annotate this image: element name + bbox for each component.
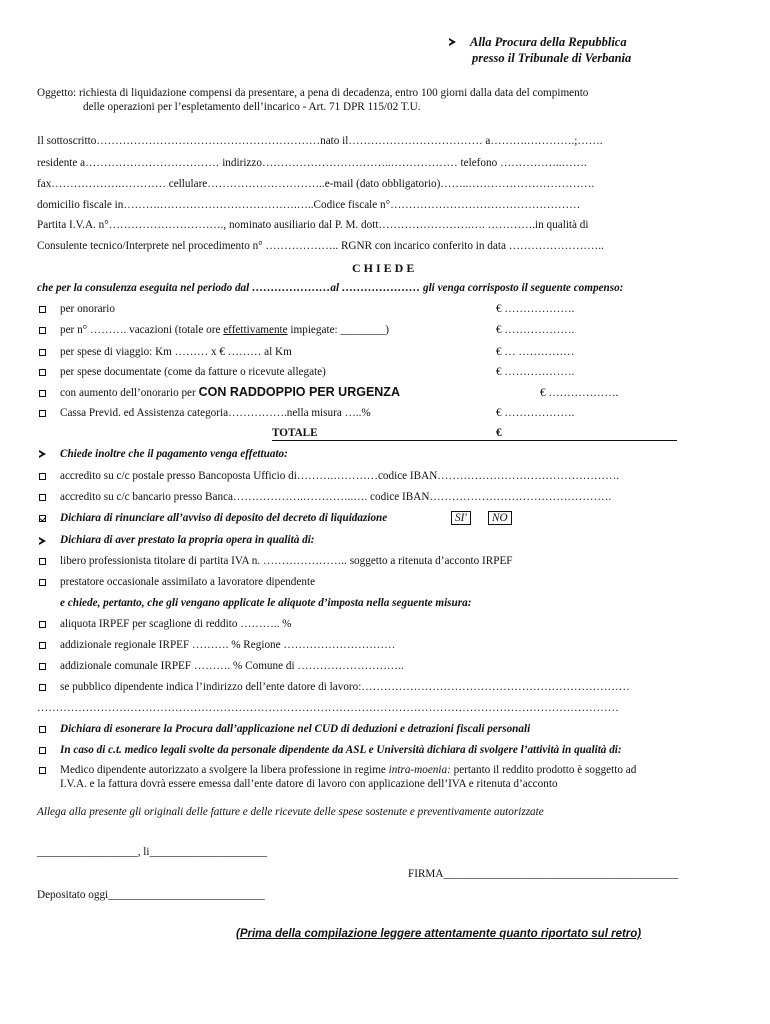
onorario-label: per onorario bbox=[60, 303, 115, 315]
postale-checkbox[interactable] bbox=[39, 473, 46, 480]
libero-professionista-checkbox[interactable] bbox=[39, 558, 46, 565]
pagamento-title: Chiede inoltre che il pagamento venga effettuato: bbox=[60, 448, 288, 460]
medico-checkbox[interactable] bbox=[39, 767, 46, 774]
personal-line-residence: residente a……………………………… indirizzo……………………………..……………… telefono ……………..……. bbox=[37, 157, 587, 169]
si-option[interactable]: SI' bbox=[451, 511, 471, 525]
periodo-line: che per la consulenza eseguita nel periodo dal …………………al ………………… gli venga corrisposto il seguente compenso: bbox=[37, 282, 624, 294]
personal-line-name: Il sottoscritto……………………………………………………nato il……………………………… a……….………….;……. bbox=[37, 135, 603, 147]
cud-label: Dichiara di esonerare la Procura dall’applicazione nel CUD di deduzioni e detrazioni fiscali personali bbox=[60, 723, 531, 735]
arrow-bullet-icon bbox=[449, 38, 456, 46]
viaggio-label: per spese di viaggio: Km ……… x € ……… al Km bbox=[60, 346, 292, 358]
comunale-checkbox[interactable] bbox=[39, 663, 46, 670]
cassa-amount: € ………………. bbox=[496, 407, 575, 419]
cud-checkbox[interactable] bbox=[39, 726, 46, 733]
vacazioni-amount: € ………………. bbox=[496, 324, 575, 336]
bancario-checkbox[interactable] bbox=[39, 494, 46, 501]
prestatore-occasionale-checkbox[interactable] bbox=[39, 579, 46, 586]
viaggio-amount: € … …………… bbox=[496, 346, 575, 358]
spese-amount: € ………………. bbox=[496, 366, 575, 378]
allega-note: Allega alla presente gli originali delle fatture e delle ricevute delle spese sostenute e preventivamente autorizzate bbox=[37, 806, 544, 818]
medico-label-line-2: I.V.A. e la fattura dovrà essere emessa dall’ente datore di lavoro con applicazione dell’IVA e ritenuta d’acconto bbox=[60, 778, 558, 790]
rinuncia-checkbox[interactable] bbox=[39, 515, 46, 522]
footer-note: (Prima della compilazione leggere attentamente quanto riportato sul retro) bbox=[236, 928, 642, 940]
subject-line-2: delle operazioni per l’espletamento dell’incarico - Art. 71 DPR 115/02 T.U. bbox=[83, 101, 421, 113]
medico-label-line-1: Medico dipendente autorizzato a svolgere la libera professione in regime intra-moenia: pertanto il reddito prodotto è soggetto ad bbox=[60, 764, 637, 776]
deposit-date-field[interactable]: Depositato oggi____________________________ bbox=[37, 889, 265, 901]
personal-line-domicile: domicilio fiscale in……….……………………………….…..Codice fiscale n°…………………………………………… bbox=[37, 199, 581, 211]
totale-amount: € bbox=[496, 427, 502, 439]
urgenza-amount: € ………………. bbox=[540, 387, 619, 399]
chiede-heading: C H I E D E bbox=[352, 261, 415, 275]
subject-line-1: Oggetto: richiesta di liquidazione compensi da presentare, a pena di decadenza, entro 100 giorni dalla data del compimento bbox=[37, 87, 589, 99]
asl-label: In caso di c.t. medico legali svolte da personale dipendente da ASL e Università dichiara di svolgere l’attività in qualità di: bbox=[60, 744, 622, 756]
place-date-field[interactable]: __________________, li_____________________ bbox=[37, 846, 267, 858]
vacazioni-label: per n° ………. vacazioni (totale ore effettivamente impiegate: ________) bbox=[60, 324, 389, 336]
signature-field[interactable]: FIRMA__________________________________________ bbox=[408, 868, 679, 880]
personal-line-procedure: Consulente tecnico/Interprete nel procedimento n° ……………….. RGNR con incarico conferito in data …………………….. bbox=[37, 240, 604, 252]
arrow-bullet-icon bbox=[39, 537, 46, 545]
irpef-checkbox[interactable] bbox=[39, 621, 46, 628]
urgenza-label: con aumento dell’onorario per CON RADDOPPIO PER URGENZA bbox=[60, 385, 400, 399]
rinuncia-label: Dichiara di rinunciare all’avviso di deposito del decreto di liquidazione bbox=[60, 512, 388, 524]
totale-label: TOTALE bbox=[272, 427, 318, 439]
prestato-title: Dichiara di aver prestato la propria opera in qualità di: bbox=[60, 534, 315, 546]
totale-rule bbox=[272, 440, 677, 441]
vacazioni-checkbox[interactable] bbox=[39, 327, 46, 334]
cassa-checkbox[interactable] bbox=[39, 410, 46, 417]
regionale-checkbox[interactable] bbox=[39, 642, 46, 649]
pubblico-dipendente-checkbox[interactable] bbox=[39, 684, 46, 691]
indirizzo-ente-line: ………………………………………………………………………………………………………………………………………… bbox=[37, 702, 619, 714]
irpef-label: aliquota IRPEF per scaglione di reddito ……….. % bbox=[60, 618, 292, 630]
prestatore-occasionale-label: prestatore occasionale assimilato a lavoratore dipendente bbox=[60, 576, 316, 588]
asl-checkbox[interactable] bbox=[39, 747, 46, 754]
postale-label: accredito su c/c postale presso Bancoposta Ufficio di……….…………codice IBAN…………………………………………. bbox=[60, 470, 620, 482]
onorario-amount: € ………………. bbox=[496, 303, 575, 315]
personal-line-vat: Partita I.V.A. n°…………………………., nominato ausiliario dal P. M. dott…………………….…. ………….in qualità di bbox=[37, 219, 589, 231]
recipient-line-2: presso il Tribunale di Verbania bbox=[472, 51, 632, 65]
cassa-label: Cassa Previd. ed Assistenza categoria…………….nella misura …..% bbox=[60, 407, 371, 419]
recipient-line-1: Alla Procura della Repubblica bbox=[470, 35, 627, 49]
personal-line-contacts: fax……………….………… cellulare…………………………..e-mail (dato obbligatorio)……..……………………………. bbox=[37, 178, 595, 190]
spese-checkbox[interactable] bbox=[39, 369, 46, 376]
comunale-label: addizionale comunale IRPEF ………. % Comune di ……………………….. bbox=[60, 660, 404, 672]
pubblico-dipendente-label: se pubblico dipendente indica l’indirizzo dell’ente datore di lavoro:……………………………………………………………… bbox=[60, 681, 630, 693]
aliquote-title: e chiede, pertanto, che gli vengano applicate le aliquote d’imposta nella seguente misura: bbox=[60, 597, 472, 609]
urgenza-checkbox[interactable] bbox=[39, 390, 46, 397]
bancario-label: accredito su c/c bancario presso Banca……………….…………..…. codice IBAN…………………………………………. bbox=[60, 491, 612, 503]
libero-professionista-label: libero professionista titolare di partita IVA n. ………………….. soggetto a ritenuta d’acconto IRPEF bbox=[60, 555, 513, 567]
viaggio-checkbox[interactable] bbox=[39, 349, 46, 356]
no-option[interactable]: NO bbox=[488, 511, 512, 525]
onorario-checkbox[interactable] bbox=[39, 306, 46, 313]
arrow-bullet-icon bbox=[39, 450, 46, 458]
regionale-label: addizionale regionale IRPEF ………. % Regione ………………………… bbox=[60, 639, 396, 651]
spese-label: per spese documentate (come da fatture o ricevute allegate) bbox=[60, 366, 326, 378]
